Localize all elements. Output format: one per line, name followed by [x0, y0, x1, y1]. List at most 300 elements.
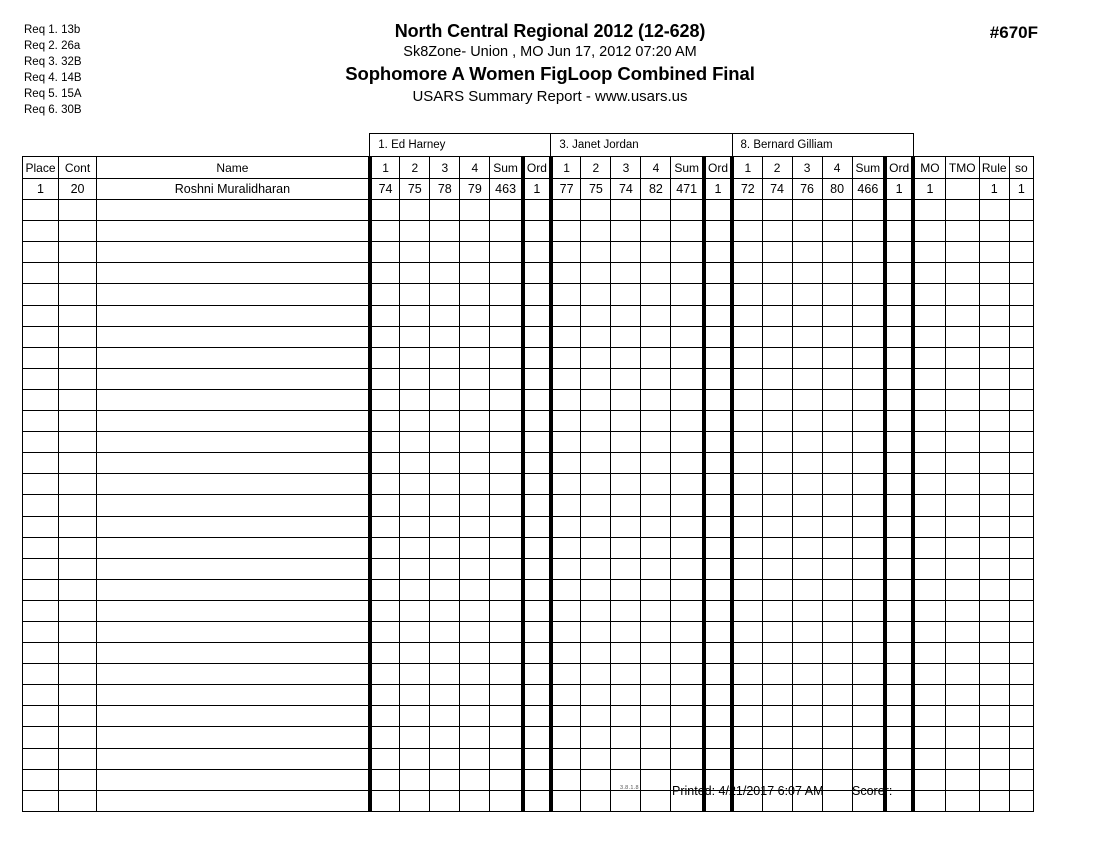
cell-judge1-score3 — [430, 748, 460, 769]
cell-judge1-score4 — [460, 664, 490, 685]
cell-judge1-ord — [523, 242, 551, 263]
cell-tmo — [945, 284, 979, 305]
cell-judge1-score3 — [430, 516, 460, 537]
cell-judge1-score4 — [460, 453, 490, 474]
cell-judge2-score2 — [581, 516, 611, 537]
cell-judge3-score1 — [732, 495, 762, 516]
cell-judge3-score4 — [822, 579, 852, 600]
cell-so — [1009, 495, 1033, 516]
cell-judge2-score2 — [581, 748, 611, 769]
cell-place — [23, 305, 59, 326]
cell-judge1-score2 — [400, 748, 430, 769]
cell-judge2-score2 — [581, 389, 611, 410]
cell-judge2-score1 — [551, 221, 581, 242]
cell-name — [97, 495, 370, 516]
cell-judge3-score1 — [732, 727, 762, 748]
cell-name — [97, 748, 370, 769]
cell-mo — [913, 263, 945, 284]
cell-judge2-sum — [671, 200, 704, 221]
cell-judge3-score3 — [792, 411, 822, 432]
cell-place — [23, 664, 59, 685]
cell-judge2-score3 — [611, 537, 641, 558]
cell-judge1-score4: 79 — [460, 179, 490, 200]
cell-judge3-sum — [852, 600, 885, 621]
cell-judge3-score3 — [792, 537, 822, 558]
cell-cont — [59, 411, 97, 432]
cell-judge3-score2 — [762, 432, 792, 453]
header-judge2-sum: Sum — [671, 157, 704, 179]
cell-tmo — [945, 474, 979, 495]
cell-judge2-score2 — [581, 727, 611, 748]
cell-judge1-score1 — [370, 242, 400, 263]
cell-judge3-score4 — [822, 643, 852, 664]
cell-judge1-score1 — [370, 347, 400, 368]
cell-judge1-sum — [490, 263, 523, 284]
cell-judge1-score1 — [370, 200, 400, 221]
cell-judge2-score3 — [611, 685, 641, 706]
cell-rule — [979, 411, 1009, 432]
cell-place — [23, 221, 59, 242]
cell-judge2-score4 — [641, 558, 671, 579]
cell-judge2-score4 — [641, 453, 671, 474]
cell-judge3-score3 — [792, 242, 822, 263]
cell-judge2-ord — [704, 664, 732, 685]
cell-so — [1009, 516, 1033, 537]
cell-judge1-score3 — [430, 263, 460, 284]
cell-cont — [59, 558, 97, 579]
judge-band-row — [23, 134, 1034, 157]
cell-judge2-score2 — [581, 411, 611, 432]
cell-judge3-score4 — [822, 706, 852, 727]
cell-tmo — [945, 389, 979, 410]
cell-mo: 1 — [913, 179, 945, 200]
cell-name — [97, 389, 370, 410]
cell-judge2-sum — [671, 453, 704, 474]
cell-cont — [59, 516, 97, 537]
cell-judge3-sum — [852, 579, 885, 600]
cell-judge1-sum — [490, 326, 523, 347]
cell-tmo — [945, 432, 979, 453]
cell-cont — [59, 453, 97, 474]
cell-judge2-score4 — [641, 326, 671, 347]
cell-judge1-score1 — [370, 706, 400, 727]
cell-judge3-score2 — [762, 727, 792, 748]
cell-judge3-score3 — [792, 621, 822, 642]
judge-band-spacer — [23, 134, 370, 157]
cell-judge1-score1 — [370, 326, 400, 347]
header-tmo: TMO — [945, 157, 979, 179]
cell-mo — [913, 748, 945, 769]
cell-so — [1009, 706, 1033, 727]
cell-place — [23, 200, 59, 221]
cell-judge1-score2 — [400, 474, 430, 495]
cell-rule — [979, 263, 1009, 284]
header-judge3-score4: 4 — [822, 157, 852, 179]
cell-judge3-score3 — [792, 263, 822, 284]
table-row-empty — [23, 368, 1034, 389]
cell-judge3-score4 — [822, 263, 852, 284]
cell-judge3-score3 — [792, 347, 822, 368]
cell-judge1-score2 — [400, 242, 430, 263]
cell-name: Roshni Muralidharan — [97, 179, 370, 200]
cell-rule — [979, 200, 1009, 221]
cell-judge2-sum — [671, 685, 704, 706]
cell-judge3-score2 — [762, 347, 792, 368]
cell-judge1-score2 — [400, 453, 430, 474]
cell-tmo — [945, 748, 979, 769]
cell-judge1-score3 — [430, 706, 460, 727]
cell-judge2-ord — [704, 516, 732, 537]
cell-judge2-score4 — [641, 685, 671, 706]
cell-judge1-score2 — [400, 706, 430, 727]
cell-judge1-ord — [523, 200, 551, 221]
cell-judge1-sum — [490, 495, 523, 516]
cell-cont — [59, 474, 97, 495]
cell-judge3-sum — [852, 706, 885, 727]
cell-mo — [913, 621, 945, 642]
cell-name — [97, 326, 370, 347]
cell-judge2-score3 — [611, 200, 641, 221]
cell-judge2-score1 — [551, 748, 581, 769]
cell-judge1-score1 — [370, 305, 400, 326]
cell-rule — [979, 305, 1009, 326]
cell-rule — [979, 368, 1009, 389]
cell-judge1-score3 — [430, 664, 460, 685]
cell-judge1-score3 — [430, 389, 460, 410]
cell-judge1-score4 — [460, 621, 490, 642]
cell-judge2-sum — [671, 474, 704, 495]
cell-judge1-sum — [490, 200, 523, 221]
cell-judge2-score4 — [641, 284, 671, 305]
cell-judge1-score3 — [430, 411, 460, 432]
cell-judge3-sum — [852, 621, 885, 642]
header-judge3-ord: Ord — [885, 157, 913, 179]
cell-tmo — [945, 727, 979, 748]
cell-rule — [979, 579, 1009, 600]
cell-rule — [979, 537, 1009, 558]
cell-judge2-score2 — [581, 221, 611, 242]
cell-judge1-score3 — [430, 305, 460, 326]
cell-judge1-score2 — [400, 263, 430, 284]
table-row-empty — [23, 432, 1034, 453]
table-row-empty — [23, 453, 1034, 474]
cell-rule — [979, 600, 1009, 621]
cell-mo — [913, 643, 945, 664]
cell-rule — [979, 643, 1009, 664]
cell-judge3-sum — [852, 200, 885, 221]
table-row-empty — [23, 284, 1034, 305]
cell-judge2-ord — [704, 706, 732, 727]
cell-judge2-score3 — [611, 326, 641, 347]
cell-judge2-score4 — [641, 600, 671, 621]
cell-judge2-score4 — [641, 200, 671, 221]
cell-judge2-sum — [671, 305, 704, 326]
cell-judge3-score3 — [792, 600, 822, 621]
cell-tmo — [945, 305, 979, 326]
cell-judge3-sum — [852, 453, 885, 474]
cell-judge3-score4 — [822, 727, 852, 748]
cell-mo — [913, 600, 945, 621]
cell-judge3-sum — [852, 263, 885, 284]
cell-judge1-ord — [523, 600, 551, 621]
venue-datetime: Sk8Zone- Union , MO Jun 17, 2012 07:20 AM — [403, 44, 697, 60]
cell-judge1-score1 — [370, 368, 400, 389]
cell-cont — [59, 621, 97, 642]
cell-so — [1009, 537, 1033, 558]
cell-judge3-score2 — [762, 748, 792, 769]
cell-judge2-score1 — [551, 643, 581, 664]
cell-name — [97, 600, 370, 621]
cell-judge1-score4 — [460, 242, 490, 263]
cell-cont — [59, 263, 97, 284]
version-tag: 3.8.1.8 — [620, 785, 639, 791]
cell-rule — [979, 432, 1009, 453]
cell-judge3-sum — [852, 326, 885, 347]
cell-cont — [59, 495, 97, 516]
cell-judge3-score4 — [822, 495, 852, 516]
cell-mo — [913, 537, 945, 558]
cell-judge3-score4 — [822, 474, 852, 495]
cell-judge1-ord — [523, 411, 551, 432]
cell-tmo — [945, 558, 979, 579]
cell-judge3-score4 — [822, 453, 852, 474]
cell-judge2-ord: 1 — [704, 179, 732, 200]
cell-judge2-score4 — [641, 579, 671, 600]
table-row-empty — [23, 495, 1034, 516]
cell-judge3-score4 — [822, 284, 852, 305]
cell-judge3-score2 — [762, 368, 792, 389]
cell-judge1-score1 — [370, 727, 400, 748]
cell-judge2-score1 — [551, 537, 581, 558]
cell-judge1-score2 — [400, 326, 430, 347]
cell-tmo — [945, 263, 979, 284]
cell-judge1-score3 — [430, 368, 460, 389]
cell-mo — [913, 706, 945, 727]
score-sheet — [22, 133, 1034, 812]
cell-rule — [979, 706, 1009, 727]
table-row-empty — [23, 474, 1034, 495]
cell-judge2-sum — [671, 495, 704, 516]
cell-judge2-score1 — [551, 263, 581, 284]
cell-judge1-score2 — [400, 411, 430, 432]
cell-judge1-ord — [523, 579, 551, 600]
cell-judge2-sum — [671, 706, 704, 727]
cell-judge2-score1 — [551, 453, 581, 474]
table-row-empty — [23, 685, 1034, 706]
cell-judge2-score3 — [611, 579, 641, 600]
header-judge1-ord: Ord — [523, 157, 551, 179]
cell-judge3-score1 — [732, 453, 762, 474]
cell-judge1-sum — [490, 706, 523, 727]
cell-rule — [979, 389, 1009, 410]
cell-cont — [59, 579, 97, 600]
cell-rule — [979, 242, 1009, 263]
cell-judge3-ord — [885, 600, 913, 621]
cell-judge2-score1 — [551, 727, 581, 748]
cell-judge2-score4 — [641, 706, 671, 727]
cell-tmo — [945, 411, 979, 432]
cell-judge2-ord — [704, 411, 732, 432]
table-row-empty — [23, 326, 1034, 347]
cell-so — [1009, 621, 1033, 642]
cell-judge3-ord — [885, 284, 913, 305]
cell-judge1-score1 — [370, 432, 400, 453]
cell-judge1-sum — [490, 242, 523, 263]
cell-judge3-score4 — [822, 537, 852, 558]
cell-judge2-score2 — [581, 305, 611, 326]
requirements-list — [24, 22, 82, 119]
cell-judge1-score3 — [430, 621, 460, 642]
cell-so — [1009, 727, 1033, 748]
table-row-empty — [23, 558, 1034, 579]
cell-judge3-score3: 76 — [792, 179, 822, 200]
cell-judge1-score1 — [370, 389, 400, 410]
cell-judge3-sum — [852, 432, 885, 453]
cell-judge2-score3 — [611, 495, 641, 516]
cell-judge2-score2 — [581, 263, 611, 284]
cell-judge2-score4 — [641, 432, 671, 453]
report-header — [180, 20, 920, 108]
cell-judge1-score1 — [370, 600, 400, 621]
cell-judge1-score2 — [400, 200, 430, 221]
table-row-empty — [23, 516, 1034, 537]
cell-judge2-score4 — [641, 221, 671, 242]
cell-judge2-ord — [704, 495, 732, 516]
cell-name — [97, 284, 370, 305]
cell-rule — [979, 727, 1009, 748]
cell-cont: 20 — [59, 179, 97, 200]
cell-judge3-score2 — [762, 685, 792, 706]
cell-judge2-score2 — [581, 326, 611, 347]
header-so: so — [1009, 157, 1033, 179]
cell-judge1-score4 — [460, 516, 490, 537]
cell-judge3-score2 — [762, 389, 792, 410]
cell-judge1-score2 — [400, 600, 430, 621]
cell-judge1-score1 — [370, 643, 400, 664]
cell-judge3-score1 — [732, 242, 762, 263]
cell-judge3-sum — [852, 242, 885, 263]
cell-judge3-score4 — [822, 326, 852, 347]
cell-judge1-score4 — [460, 727, 490, 748]
cell-judge2-ord — [704, 305, 732, 326]
cell-mo — [913, 200, 945, 221]
cell-so — [1009, 326, 1033, 347]
cell-judge3-score1 — [732, 368, 762, 389]
cell-judge2-sum — [671, 748, 704, 769]
cell-cont — [59, 389, 97, 410]
cell-judge2-score1 — [551, 347, 581, 368]
cell-place — [23, 706, 59, 727]
cell-judge2-score4 — [641, 347, 671, 368]
cell-judge3-score2 — [762, 326, 792, 347]
table-row-empty — [23, 664, 1034, 685]
header-judge3-score3: 3 — [792, 157, 822, 179]
cell-tmo — [945, 242, 979, 263]
cell-judge2-sum — [671, 221, 704, 242]
cell-judge1-score1 — [370, 284, 400, 305]
cell-judge2-score2 — [581, 200, 611, 221]
cell-judge1-ord — [523, 284, 551, 305]
cell-judge2-ord — [704, 727, 732, 748]
cell-judge1-ord — [523, 263, 551, 284]
cell-judge3-score3 — [792, 748, 822, 769]
table-row-empty — [23, 748, 1034, 769]
cell-judge1-score1 — [370, 537, 400, 558]
cell-judge1-score2 — [400, 221, 430, 242]
table-row-empty — [23, 221, 1034, 242]
table-row-empty — [23, 537, 1034, 558]
cell-judge3-score4 — [822, 558, 852, 579]
cell-judge1-score3 — [430, 600, 460, 621]
cell-judge1-score3 — [430, 643, 460, 664]
cell-judge3-sum — [852, 411, 885, 432]
cell-name — [97, 516, 370, 537]
cell-name — [97, 453, 370, 474]
cell-judge1-score1 — [370, 411, 400, 432]
cell-cont — [59, 685, 97, 706]
cell-judge1-score3 — [430, 326, 460, 347]
cell-judge3-ord — [885, 579, 913, 600]
cell-so — [1009, 389, 1033, 410]
cell-so — [1009, 263, 1033, 284]
cell-judge1-ord — [523, 453, 551, 474]
cell-judge3-sum — [852, 389, 885, 410]
cell-name — [97, 621, 370, 642]
cell-judge3-score2 — [762, 284, 792, 305]
header-judge2-score4: 4 — [641, 157, 671, 179]
requirement-item: Req 5. 15A — [24, 88, 82, 101]
cell-judge3-ord — [885, 643, 913, 664]
cell-judge3-score1 — [732, 411, 762, 432]
cell-judge1-score4 — [460, 474, 490, 495]
cell-judge2-score4 — [641, 411, 671, 432]
cell-judge1-score1 — [370, 579, 400, 600]
cell-judge1-score1 — [370, 495, 400, 516]
header-judge1-score2: 2 — [400, 157, 430, 179]
header-place: Place — [23, 157, 59, 179]
cell-judge3-score4 — [822, 200, 852, 221]
cell-judge3-score3 — [792, 221, 822, 242]
cell-judge1-score4 — [460, 200, 490, 221]
cell-judge1-score1 — [370, 558, 400, 579]
cell-cont — [59, 368, 97, 389]
column-header-row — [23, 157, 1034, 179]
cell-place — [23, 263, 59, 284]
cell-judge2-score3 — [611, 664, 641, 685]
header-judge2-score1: 1 — [551, 157, 581, 179]
cell-judge1-score3 — [430, 242, 460, 263]
requirement-item: Req 3. 32B — [24, 56, 82, 69]
cell-judge2-score3 — [611, 516, 641, 537]
cell-so — [1009, 284, 1033, 305]
cell-judge2-score3 — [611, 221, 641, 242]
cell-judge2-score2 — [581, 453, 611, 474]
cell-judge3-sum — [852, 558, 885, 579]
cell-judge1-sum — [490, 516, 523, 537]
cell-judge2-score3 — [611, 242, 641, 263]
cell-judge2-sum — [671, 432, 704, 453]
cell-mo — [913, 221, 945, 242]
cell-judge3-score2: 74 — [762, 179, 792, 200]
cell-judge2-score3 — [611, 389, 641, 410]
cell-cont — [59, 432, 97, 453]
cell-judge1-sum — [490, 600, 523, 621]
cell-so — [1009, 579, 1033, 600]
cell-name — [97, 263, 370, 284]
cell-tmo — [945, 537, 979, 558]
report-source: USARS Summary Report - www.usars.us — [412, 88, 688, 105]
cell-judge2-score1 — [551, 685, 581, 706]
